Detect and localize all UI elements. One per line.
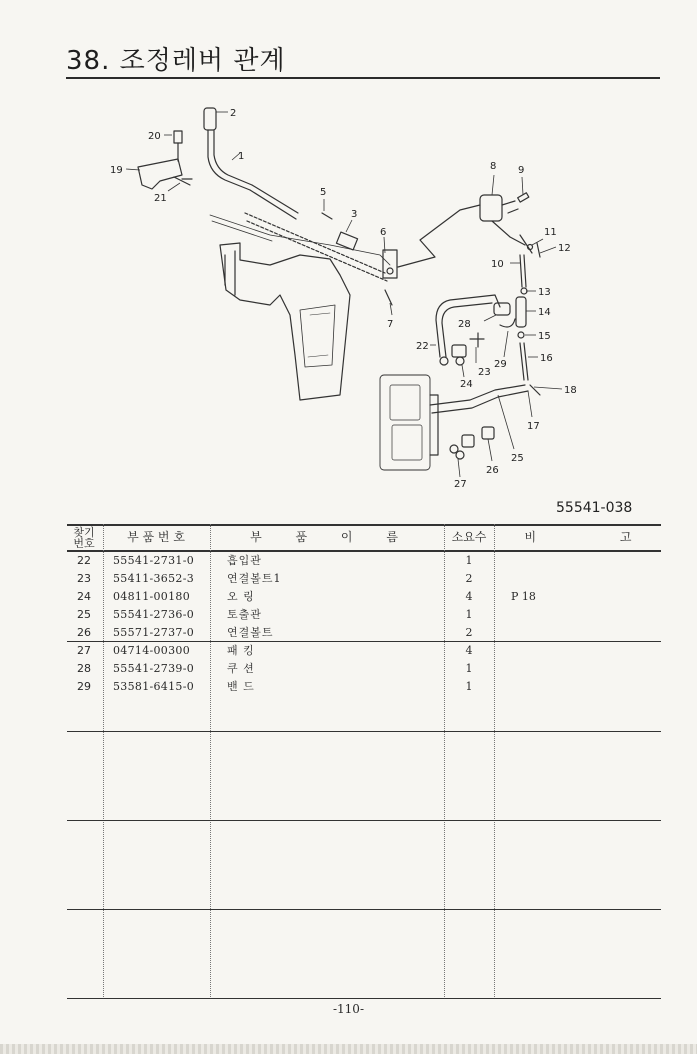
callout-23: 23 [478, 367, 491, 378]
row-index: 23 [77, 572, 91, 585]
callout-8: 8 [490, 161, 497, 172]
row-index: 22 [77, 554, 91, 567]
callout-21: 21 [154, 193, 167, 204]
callout-13: 13 [538, 287, 551, 298]
row-part-name: 흡입관 [227, 554, 262, 567]
callout-19: 19 [110, 165, 123, 176]
row-remarks [511, 678, 661, 696]
row-quantity: 1 [465, 662, 473, 675]
header-quantity: 소요수 [451, 530, 487, 544]
row-part-number: 55541-2731-0 [113, 554, 195, 567]
row-remarks [511, 570, 661, 588]
row-index: 26 [77, 626, 91, 639]
callout-9: 9 [518, 165, 525, 176]
table-row [67, 606, 661, 624]
row-part-number: 55541-2739-0 [113, 662, 195, 675]
row-part-number: 55411-3652-3 [113, 572, 195, 585]
row-quantity: 4 [465, 644, 473, 657]
table-bottom-rule [67, 998, 661, 999]
callout-15: 15 [538, 331, 551, 342]
table-row [67, 660, 661, 678]
row-part-name: 쿠 션 [227, 662, 255, 675]
group-rule [67, 909, 661, 910]
row-part-name: 오 링 [227, 590, 255, 603]
row-index: 27 [77, 644, 91, 657]
table-row [67, 642, 661, 660]
row-index: 25 [77, 608, 91, 621]
callout-20: 20 [148, 131, 161, 142]
callout-14: 14 [538, 307, 551, 318]
header-remarks: 비 고 [524, 530, 632, 544]
row-index: 29 [77, 680, 91, 693]
title-rule [66, 77, 660, 79]
row-remarks [511, 660, 661, 678]
row-quantity: 1 [465, 608, 473, 621]
row-quantity: 2 [465, 626, 473, 639]
page-title: 38. 조정레버 관계 [66, 46, 286, 76]
table-row [67, 588, 661, 606]
callout-6: 6 [380, 227, 387, 238]
page-number: -110- [332, 1002, 364, 1016]
table-row [67, 570, 661, 588]
row-part-name: 연결볼트1 [227, 572, 282, 585]
callout-18: 18 [564, 385, 577, 396]
row-remarks [511, 624, 661, 642]
row-part-name: 연결볼트 [227, 626, 274, 639]
row-part-number: 55541-2736-0 [113, 608, 195, 621]
row-part-name: 밴 드 [227, 680, 255, 693]
callout-29: 29 [494, 359, 507, 370]
figure-number: 55541-038 [556, 500, 633, 516]
callout-1: 1 [238, 151, 245, 162]
row-remarks [511, 552, 661, 570]
callout-26: 26 [486, 465, 499, 476]
row-remarks [511, 606, 661, 624]
row-part-name: 패 킹 [227, 644, 255, 657]
header-index: 찾기 번호 [73, 526, 95, 550]
row-quantity: 1 [465, 680, 473, 693]
callout-28: 28 [458, 319, 471, 330]
row-part-number: 04811-00180 [113, 590, 191, 603]
row-remarks [511, 642, 661, 660]
row-part-number: 55571-2737-0 [113, 626, 195, 639]
row-part-number: 53581-6415-0 [113, 680, 195, 693]
callout-22: 22 [416, 341, 429, 352]
row-part-number: 04714-00300 [113, 644, 191, 657]
header-part-name: 부 품 이 름 [250, 530, 398, 544]
scan-edge [0, 1044, 697, 1054]
callout-3: 3 [351, 209, 358, 220]
table-row [67, 678, 661, 696]
callout-25: 25 [511, 453, 524, 464]
callout-5: 5 [320, 187, 327, 198]
table-row [67, 624, 661, 642]
callout-17: 17 [527, 421, 540, 432]
callout-7: 7 [387, 319, 394, 330]
row-remarks: P 18 [511, 590, 536, 603]
callout-12: 12 [558, 243, 571, 254]
exploded-parts-diagram [100, 95, 620, 490]
row-quantity: 1 [465, 554, 473, 567]
callout-27: 27 [454, 479, 467, 490]
table-row [67, 552, 661, 570]
group-rule [67, 820, 661, 821]
row-index: 28 [77, 662, 91, 675]
row-index: 24 [77, 590, 91, 603]
group-rule [67, 731, 661, 732]
callout-10: 10 [491, 259, 504, 270]
callout-2: 2 [230, 108, 237, 119]
callout-11: 11 [544, 227, 557, 238]
row-quantity: 2 [465, 572, 473, 585]
callout-24: 24 [460, 379, 473, 390]
header-part-number: 부 품 번 호 [127, 530, 185, 544]
row-quantity: 4 [465, 590, 473, 603]
callout-16: 16 [540, 353, 553, 364]
row-part-name: 토출관 [227, 608, 262, 621]
